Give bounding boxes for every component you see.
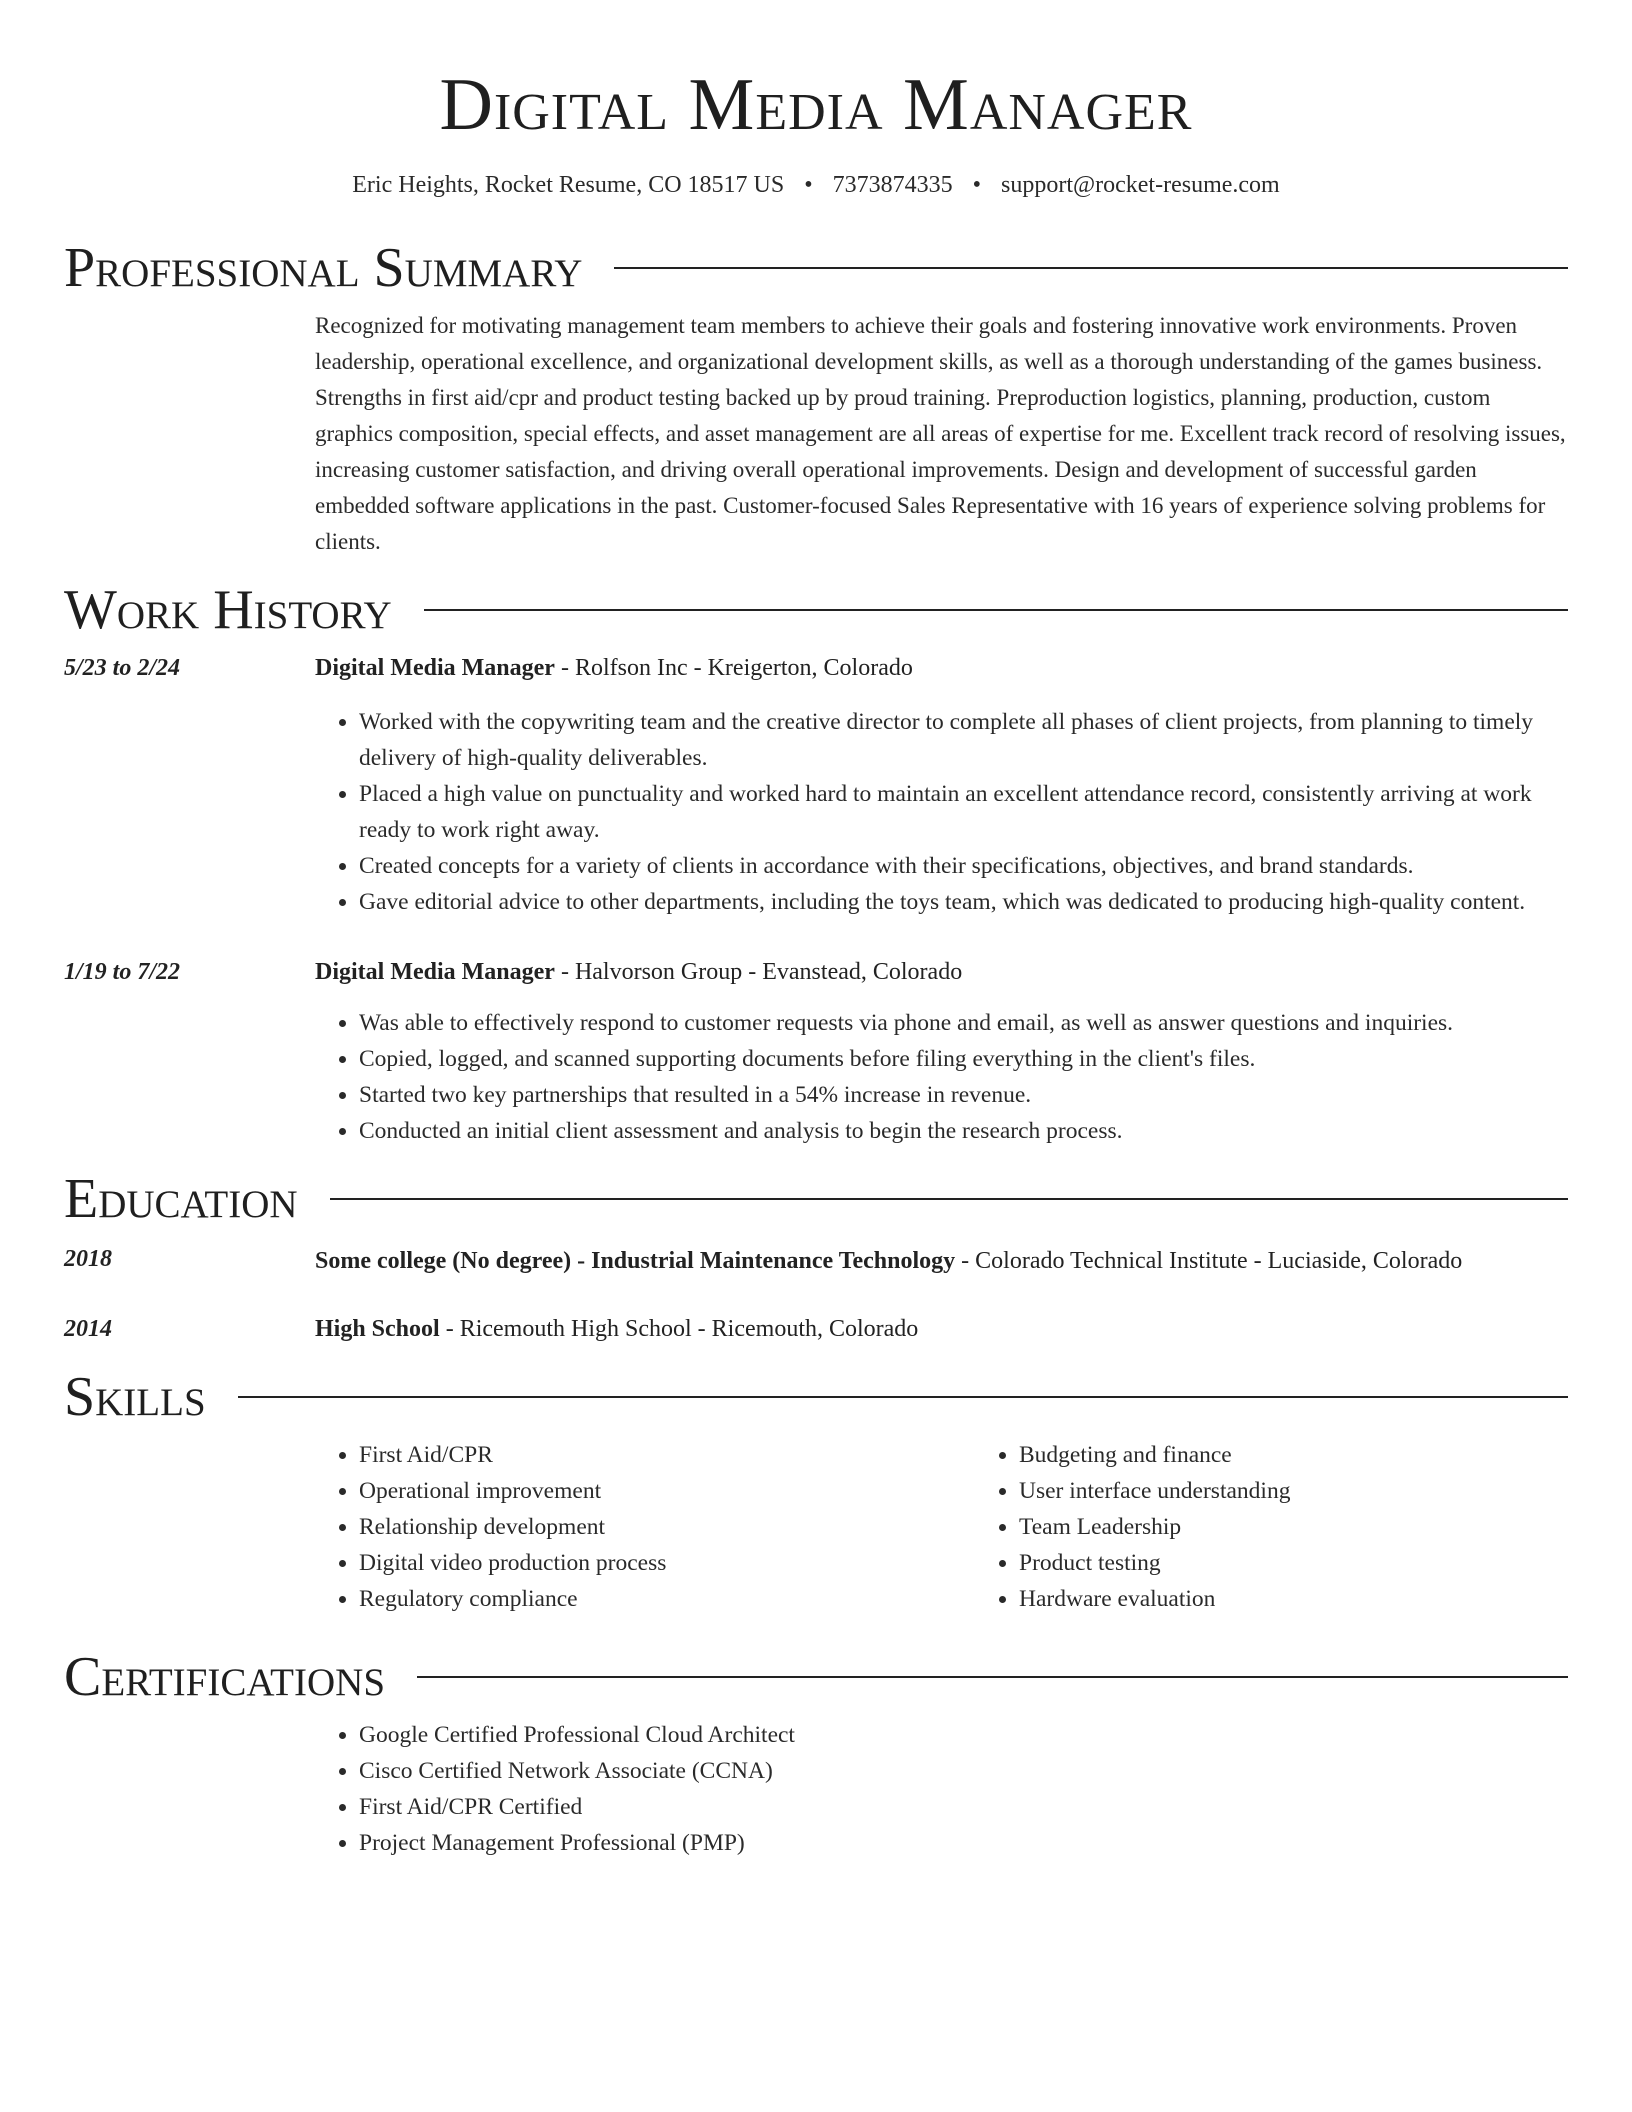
education-year: 2018 [64, 1246, 112, 1272]
certifications-heading: Certifications [64, 1646, 386, 1708]
list-item: • Team Leadership [1019, 1509, 1632, 1545]
certifications-heading-row [64, 1647, 1568, 1707]
education-body [315, 1311, 1568, 1347]
list-item: • Copied, logged, and scanned supporting documents before filing everything in the client's files. [359, 1041, 1568, 1077]
certifications-section [64, 1647, 1568, 1861]
skills-columns [315, 1437, 1632, 1617]
list-item: • Placed a high value on punctuality and worked hard to maintain an excellent attendance record, consistently arriving at work ready to work right away. [359, 776, 1568, 848]
contact-address: Eric Heights, Rocket Resume, CO 18517 US [352, 172, 785, 198]
work-heading-row [64, 580, 1568, 640]
job-heading [315, 954, 1568, 990]
education-entry [64, 1241, 1568, 1281]
summary-heading: Professional Summary [64, 237, 583, 299]
summary-section [64, 238, 1568, 560]
education-entry [64, 1311, 1568, 1347]
job-details: - Rolfson Inc - Kreigerton, Colorado [554, 655, 913, 681]
job-body [315, 650, 1568, 920]
job-role: Digital Media Manager [315, 959, 555, 985]
skills-list-left [315, 1437, 975, 1617]
list-item: • Cisco Certified Network Associate (CCNA) [359, 1753, 1568, 1789]
list-item: • Gave editorial advice to other departments, including the toys team, which was dedicated to producing high-quality content. [359, 884, 1568, 920]
summary-heading-row [64, 238, 1568, 298]
job-entry [64, 954, 1568, 1149]
contact-line [64, 170, 1568, 200]
education-year: 2014 [64, 1316, 112, 1342]
list-item: • Started two key partnerships that resulted in a 54% increase in revenue. [359, 1077, 1568, 1113]
education-details: - Ricemouth High School - Ricemouth, Colorado [439, 1316, 919, 1342]
section-divider [330, 1198, 1568, 1200]
job-entry [64, 650, 1568, 920]
job-body [315, 954, 1568, 1149]
certifications-body [315, 1717, 1568, 1861]
job-bullets [315, 1005, 1568, 1149]
job-heading [315, 650, 1568, 686]
certifications-list [315, 1717, 1568, 1861]
list-item: • Hardware evaluation [1019, 1581, 1632, 1617]
list-item: • Product testing [1019, 1545, 1632, 1581]
list-item: • Digital video production process [359, 1545, 975, 1581]
skills-spacer [64, 1437, 315, 1617]
education-body [315, 1241, 1568, 1281]
list-item: • Budgeting and finance [1019, 1437, 1632, 1473]
job-dates: 1/19 to 7/22 [64, 959, 181, 985]
section-divider [238, 1396, 1568, 1398]
education-heading-row [64, 1169, 1568, 1229]
skills-list-right [975, 1437, 1632, 1617]
list-item: • Was able to effectively respond to customer requests via phone and email, as well as answer questions and inquiries. [359, 1005, 1568, 1041]
list-item: • User interface understanding [1019, 1473, 1632, 1509]
education-heading: Education [64, 1168, 298, 1230]
skills-heading: Skills [64, 1366, 206, 1428]
list-item: • Regulatory compliance [359, 1581, 975, 1617]
resume-title: Digital Media Manager [439, 64, 1193, 146]
skills-section [64, 1367, 1568, 1617]
list-item: • First Aid/CPR Certified [359, 1789, 1568, 1825]
education-section [64, 1169, 1568, 1347]
summary-text: Recognized for motivating management team members to achieve their goals and fostering innovative work environments. Proven leadership, operational excellence, and organizational development skills, as well as a thorough understanding of the games business. Strengths in first aid/cpr and product testing backed up by proud training. Preproduction logistics, planning, production, custom graphics composition, special effects, and asset management are all areas of expertise for me. Excellent track record of resolving issues, increasing customer satisfaction, and driving overall operational improvements. Design and development of successful garden embedded software applications in the past. Customer-focused Sales Representative with 16 years of experience solving problems for clients. [315, 313, 1566, 554]
certifications-spacer [64, 1717, 315, 1861]
list-item: • First Aid/CPR [359, 1437, 975, 1473]
list-item: • Relationship development [359, 1509, 975, 1545]
section-divider [417, 1676, 1568, 1678]
job-role: Digital Media Manager [315, 655, 555, 681]
work-heading: Work History [64, 579, 392, 641]
list-item: • Project Management Professional (PMP) [359, 1825, 1568, 1861]
skills-row [64, 1437, 1568, 1617]
contact-phone: 7373874335 [832, 172, 953, 198]
section-divider [424, 609, 1568, 611]
resume-page [64, 0, 1568, 1861]
contact-separator: • [804, 172, 813, 198]
contact-separator: • [972, 172, 982, 198]
job-bullets [315, 704, 1568, 920]
skills-heading-row [64, 1367, 1568, 1427]
education-details: - Colorado Technical Institute - Luciaside, Colorado [955, 1248, 1463, 1274]
section-divider [614, 267, 1568, 269]
education-degree: High School [315, 1316, 440, 1342]
education-degree: Some college (No degree) - Industrial Maintenance Technology [315, 1248, 956, 1274]
list-item: • Conducted an initial client assessment and analysis to begin the research process. [359, 1113, 1568, 1149]
list-item: • Operational improvement [359, 1473, 975, 1509]
certifications-row [64, 1717, 1568, 1861]
job-dates: 5/23 to 2/24 [64, 655, 181, 681]
list-item: • Created concepts for a variety of clients in accordance with their specifications, objectives, and brand standards. [359, 848, 1568, 884]
job-details: - Halvorson Group - Evanstead, Colorado [554, 959, 963, 985]
list-item: • Worked with the copywriting team and the creative director to complete all phases of client projects, from planning to timely delivery of high-quality deliverables. [359, 704, 1568, 776]
contact-email: support@rocket-resume.com [1001, 172, 1280, 198]
summary-row [64, 308, 1568, 560]
list-item: • Google Certified Professional Cloud Architect [359, 1717, 1568, 1753]
summary-spacer [64, 308, 315, 560]
work-history-section [64, 580, 1568, 1149]
